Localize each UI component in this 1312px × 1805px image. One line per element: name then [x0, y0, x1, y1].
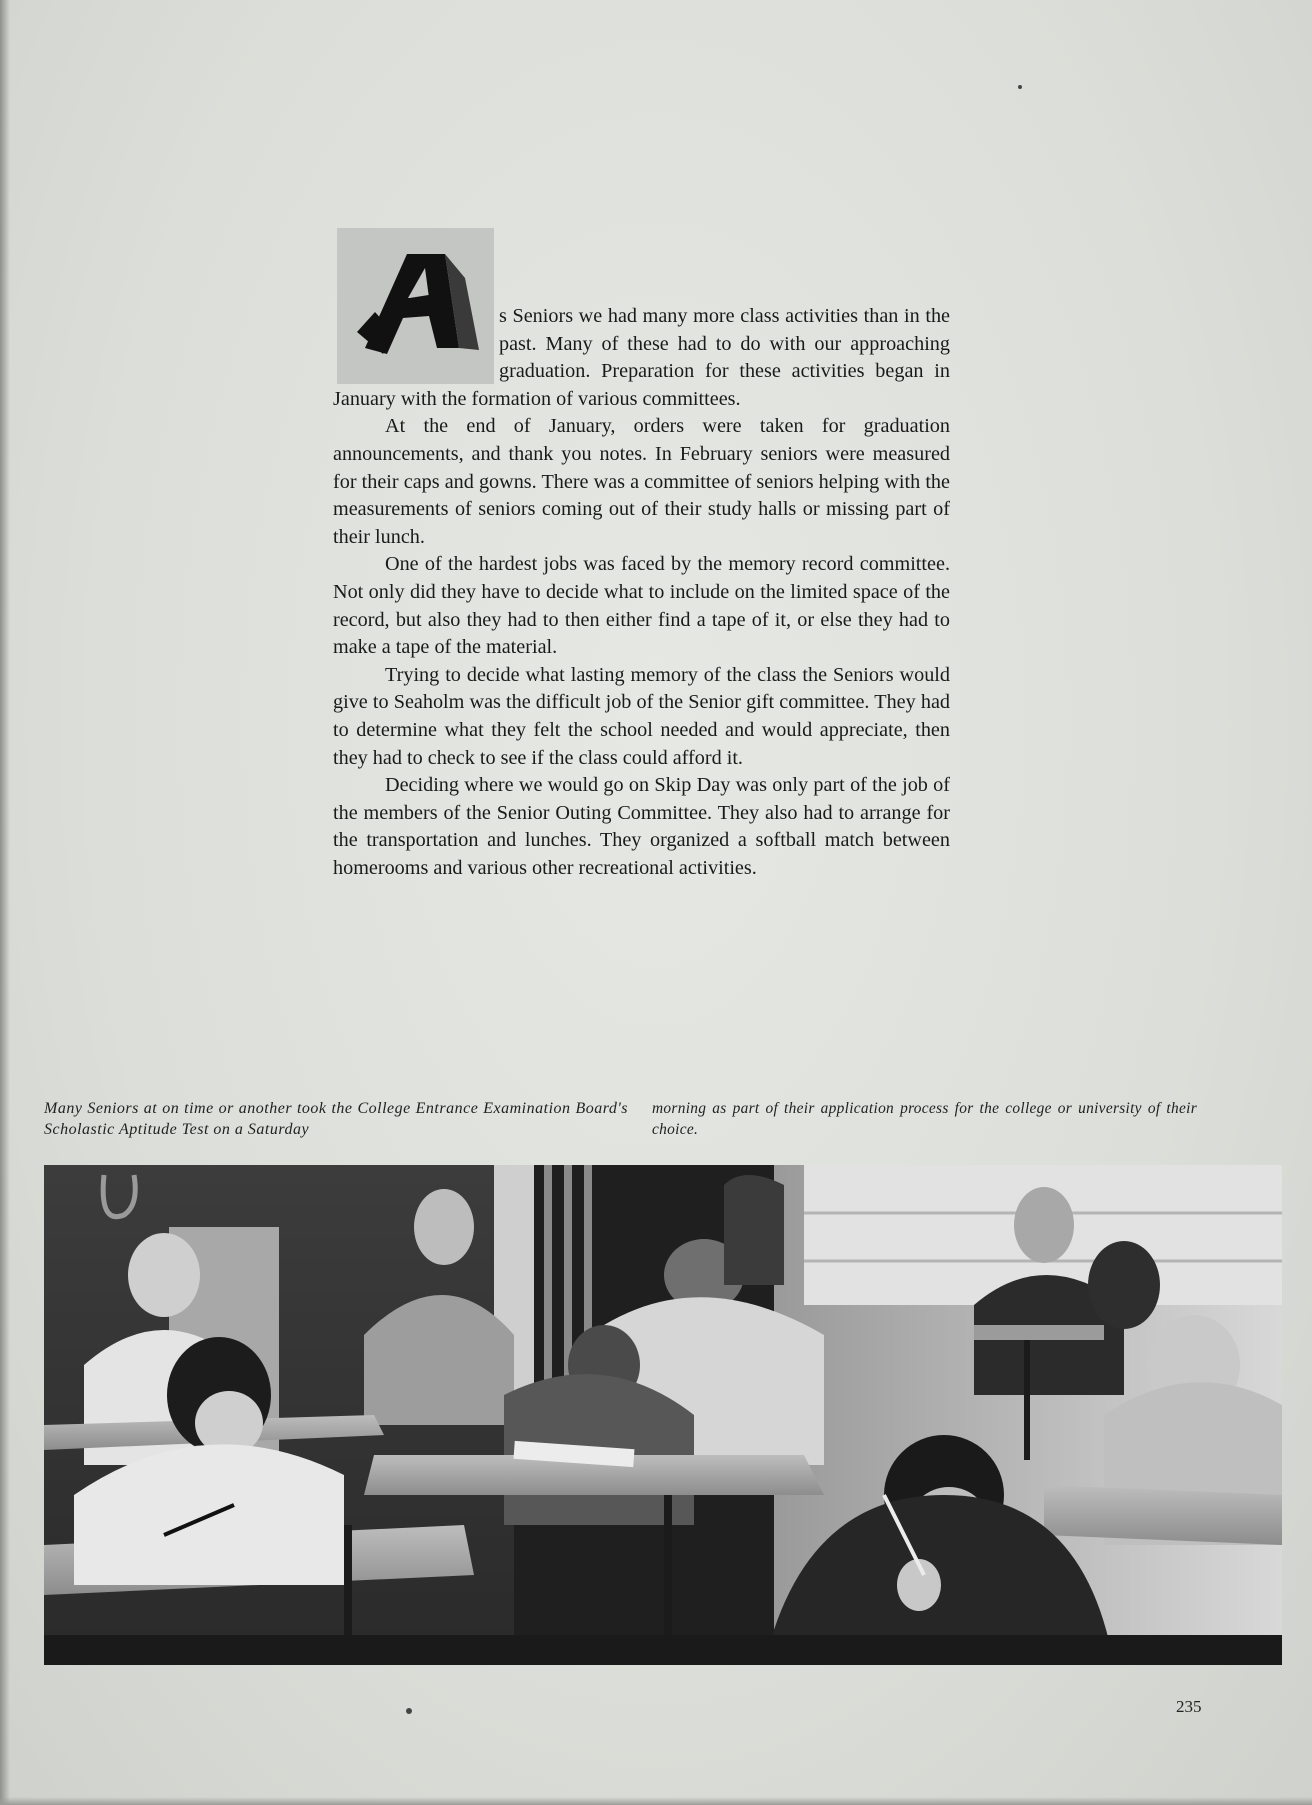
photo-caption-right: morning as part of their application process for the college or university of their choice.	[652, 1100, 1197, 1138]
dropcap-letter-graphic	[337, 228, 494, 384]
page-number: 235	[1176, 1697, 1202, 1716]
dust-speck	[1018, 85, 1022, 89]
classroom-exam-photo	[44, 1165, 1282, 1665]
page-bottom-shadow	[0, 1797, 1312, 1805]
page-edge-shadow	[0, 0, 10, 1805]
article-paragraph: At the end of January, orders were taken for graduation announcements, and thank you notes. In February seniors were measured for their caps and gowns. There was a committee of seniors helping with the measurements of seniors coming out of their study halls or missing part of their lunch.	[333, 415, 950, 548]
article-paragraph: Trying to decide what lasting memory of the class the Seniors would give to Seaholm was the difficult job of the Senior gift committee. They had to determine what they felt the school needed and would appreciate, then they had to check to see if the class could afford it.	[333, 663, 950, 769]
dropcap-block	[337, 228, 494, 384]
article-paragraph: Deciding where we would go on Skip Day was only part of the job of the members of the Senior Outing Committee. They also had to arrange for the transportation and lunches. They organized a softball match between homerooms and various other recreational activities.	[333, 774, 950, 879]
classroom-photo-illustration	[44, 1165, 1282, 1665]
article-paragraph: One of the hardest jobs was faced by the memory record committee. Not only did they have to decide what to include on the limited space of the record, but also they had to then either find a tape of it, or else they had to make a tape of the material.	[333, 553, 950, 659]
photo-caption-left: Many Seniors at on time or another took the College Entrance Examination Board's Scholastic Aptitude Test on a Saturday	[44, 1100, 628, 1138]
article-body	[333, 228, 950, 882]
article-first-paragraph: s Seniors we had many more class activities than in the past. Many of these had to do with our approaching graduation. Preparation for these activities began in January with the formation of various committees.	[333, 305, 950, 410]
dust-speck	[406, 1708, 412, 1714]
